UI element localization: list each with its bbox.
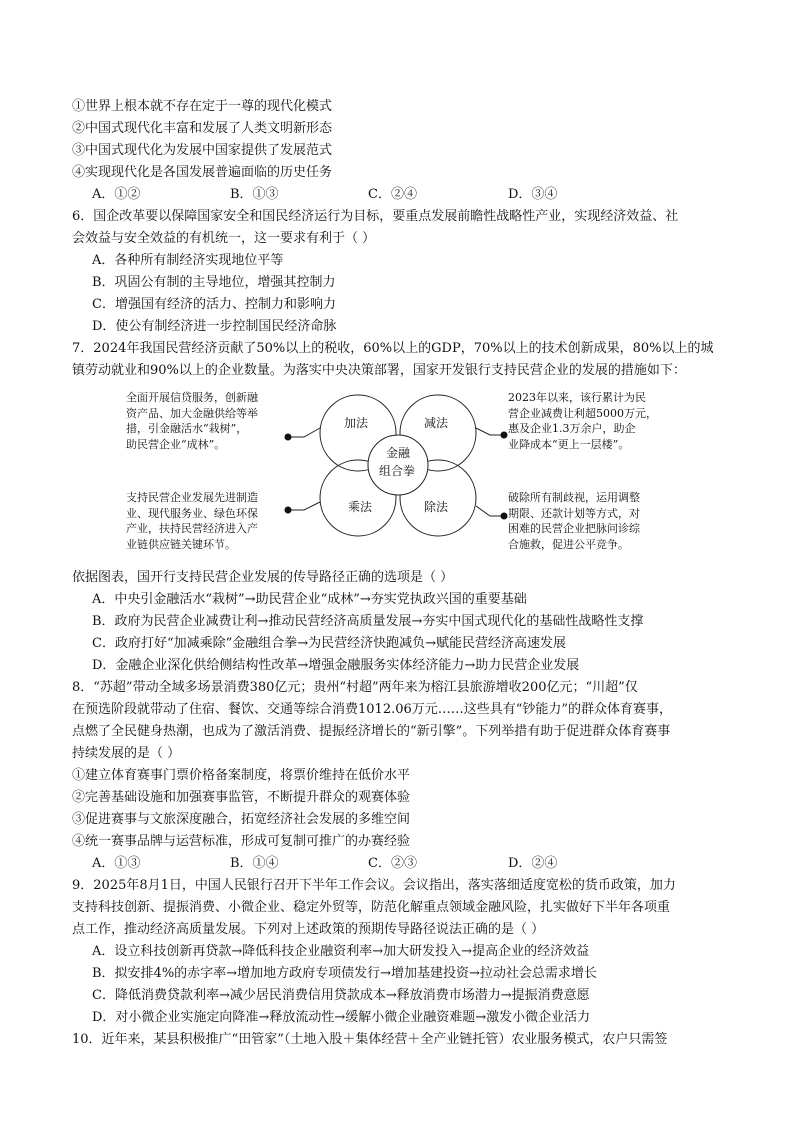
q8-options bbox=[72, 853, 732, 875]
q5-item: ④实现现代化是各国发展普遍面临的历史任务 bbox=[72, 165, 333, 180]
dot-bl bbox=[285, 507, 292, 514]
q8-option-c[interactable]: C．②③ bbox=[368, 856, 417, 871]
label-chengfa: 乘法 bbox=[348, 500, 373, 514]
q5-items bbox=[72, 96, 732, 184]
box-line: 破除所有制歧视，运用调整 bbox=[508, 491, 640, 504]
q8-item: ①建立体育赛事门票价格备案制度，将票价维持在低价水平 bbox=[72, 768, 411, 783]
q8-option-d[interactable]: D．②④ bbox=[508, 856, 558, 871]
q7-stem-line: 7．2024年我国民营经济贡献了50%以上的税收，60%以上的GDP，70%以上的技术创新成果，80%以上的城 bbox=[72, 341, 714, 356]
box-line: 合施救，促进公平竞争。 bbox=[508, 537, 629, 551]
q5-item: ①世界上根本就不存在定于一尊的现代化模式 bbox=[72, 99, 333, 114]
label-jiafa: 加法 bbox=[344, 416, 369, 430]
q5-option-d[interactable]: D．③④ bbox=[508, 187, 558, 202]
q8-stem-line: 持续发展的是（ ） bbox=[72, 746, 181, 761]
q7-option-d[interactable]: D．金融企业深化供给侧结构性改革→增强金融服务实体经济能力→助力民营企业发展 bbox=[92, 658, 580, 673]
q9-stem bbox=[72, 875, 732, 941]
q5-option-a[interactable]: A．①② bbox=[92, 187, 141, 202]
q8-item: ②完善基础设施和加强赛事监管，不断提升群众的观赛体验 bbox=[72, 790, 411, 805]
q7-option-c[interactable]: C．政府打好“加减乘除”金融组合拳→为民营经济快跑减负→赋能民营经济高速发展 bbox=[92, 636, 567, 651]
box-line: 资产品、加大金融供给等举 bbox=[126, 406, 258, 420]
connector-tr bbox=[476, 428, 502, 435]
q7-option-b[interactable]: B．政府为民营企业减费让利→推动民营经济高质量发展→夯实中国式现代化的基础性战略性支撑 bbox=[92, 614, 644, 629]
q7-option-a[interactable]: A．中央引金融活水“栽树”→助民营企业“成林”→夯实党执政兴国的重要基础 bbox=[92, 592, 527, 607]
dot-tl bbox=[285, 434, 292, 441]
connector-tl bbox=[290, 428, 320, 437]
q7-stem bbox=[72, 338, 732, 382]
q6-option-d[interactable]: D．使公有制经济进一步控制国民经济命脉 bbox=[92, 319, 337, 334]
q5-options bbox=[72, 184, 732, 206]
q8-stem bbox=[72, 677, 732, 765]
box-line: 营企业减费让利超5000万元， bbox=[508, 406, 657, 420]
q7-diagram bbox=[72, 388, 732, 563]
q5-option-c[interactable]: C．②④ bbox=[368, 187, 417, 202]
box-line: 期限、还款计划等方式，对 bbox=[508, 506, 640, 520]
q6-option-a[interactable]: A．各种所有制经济实现地位平等 bbox=[92, 253, 284, 268]
q8-item: ③促进赛事与文旅深度融合，拓宽经济社会发展的多维空间 bbox=[72, 812, 411, 827]
q8-item: ④统一赛事品牌与运营标准，形成可复制可推广的办赛经验 bbox=[72, 834, 411, 849]
q6-stem-line: 会效益与安全效益的有机统一，这一要求有利于（ ） bbox=[72, 231, 376, 246]
q6-option-c[interactable]: C．增强国有经济的活力、控制力和影响力 bbox=[92, 297, 336, 312]
box-line: 业降成本“更上一层楼”。 bbox=[508, 437, 630, 451]
q6-stem bbox=[72, 206, 732, 250]
q6-stem-line: 6．国企改革要以保障国家安全和国民经济运行为目标，要重点发展前瞻性战略性产业，实现经济效益、社 bbox=[72, 209, 679, 224]
q8-option-a[interactable]: A．①③ bbox=[92, 856, 141, 871]
box-line: 业、现代服务业、绿色环保 bbox=[126, 506, 258, 520]
q9-option-b[interactable]: B．拟安排4%的赤字率→增加地方政府专项债发行→增加基建投资→拉动社会总需求增长 bbox=[92, 966, 597, 981]
box-bottom-left bbox=[126, 490, 258, 552]
q9-option-a[interactable]: A．设立科技创新再贷款→降低科技企业融资利率→加大研发投入→提高企业的经济效益 bbox=[92, 944, 590, 959]
q9-stem-line: 支持科技创新、提振消费、小微企业、稳定外贸等，防范化解重点领域金融风险，扎实做好下半年各项重 bbox=[72, 900, 671, 915]
q9-option-d[interactable]: D．对小微企业实施定向降准→释放流动性→缓解小微企业融资难题→激发小微企业活力 bbox=[92, 1010, 591, 1025]
q5-item: ③中国式现代化为发展中国家提供了发展范式 bbox=[72, 143, 333, 158]
connector-bl bbox=[290, 502, 320, 510]
box-top-left bbox=[126, 390, 258, 452]
box-line: 支持民营企业发展先进制造 bbox=[126, 491, 258, 504]
box-line: 困难的民营企业把脉问诊综 bbox=[508, 522, 640, 535]
label-jianfa: 减法 bbox=[424, 416, 449, 430]
q9-option-c[interactable]: C．降低消费贷款利率→减少居民消费信用贷款成本→释放消费市场潜力→提振消费意愿 bbox=[92, 988, 590, 1003]
q8-option-b[interactable]: B．①④ bbox=[230, 856, 279, 871]
q9-stem-line: 9．2025年8月1日，中国人民银行召开下半年工作会议。会议指出，落实落细适度宽松的货币政策，加力 bbox=[72, 878, 676, 893]
q7-stem-line: 镇劳动就业和90%以上的企业数量。为落实中央决策部署，国家开发银行支持民营企业的发展的措施如下： bbox=[72, 363, 686, 378]
q8-stem-line: 在预选阶段就带动了住宿、餐饮、交通等综合消费1012.06万元……这些具有“钞能力”的群众体育赛事， bbox=[72, 702, 673, 717]
dot-br bbox=[501, 513, 508, 520]
connector-br bbox=[476, 506, 502, 516]
q7-question: 依据图表，国开行支持民营企业发展的传导路径正确的选项是（ ） bbox=[72, 570, 454, 585]
box-line: 2023年以来，该行累计为民 bbox=[508, 391, 646, 404]
q9-stem-line: 点工作，推动经济高质量发展。下列对上述政策的预期传导路径说法正确的是（ ） bbox=[72, 922, 545, 937]
center-label-1: 金融 bbox=[386, 446, 411, 460]
box-line: 助民营企业“成林”。 bbox=[126, 437, 226, 451]
label-chufa: 除法 bbox=[424, 500, 449, 514]
box-line: 业链供应链关键环节。 bbox=[126, 537, 236, 551]
q5-option-b[interactable]: B．①③ bbox=[230, 187, 279, 202]
box-line: 产业，扶持民营经济进入产 bbox=[126, 522, 258, 535]
center-label-2: 组合拳 bbox=[379, 464, 416, 478]
box-bottom-right bbox=[508, 490, 640, 552]
dot-tr bbox=[501, 432, 508, 439]
q8-stem-line: 点燃了全民健身热潮，也成为了激活消费、提振经济增长的“新引擎”。下列举措有助于促进群众体育赛事 bbox=[72, 724, 671, 739]
q10-stem-line: 10．近年来，某县积极推广“田管家”（土地入股＋集体经营＋全产业链托管）农业服务模式，农户只需签 bbox=[72, 1032, 668, 1047]
exam-page bbox=[72, 96, 732, 1051]
q6-option-b[interactable]: B．巩固公有制的主导地位，增强其控制力 bbox=[92, 275, 336, 290]
box-line: 全面开展信贷服务，创新融 bbox=[126, 391, 258, 404]
q8-stem-line: 8．“苏超”带动全域多场景消费380亿元；贵州“村超”两年来为榕江县旅游增收200亿元；“川超”仅 bbox=[72, 680, 638, 695]
box-line: 惠及企业1.3万余户，助企 bbox=[508, 422, 636, 435]
q5-item: ②中国式现代化丰富和发展了人类文明新形态 bbox=[72, 121, 333, 136]
box-line: 措，引金融活水“栽树”， bbox=[126, 422, 248, 435]
box-top-right bbox=[508, 390, 657, 452]
